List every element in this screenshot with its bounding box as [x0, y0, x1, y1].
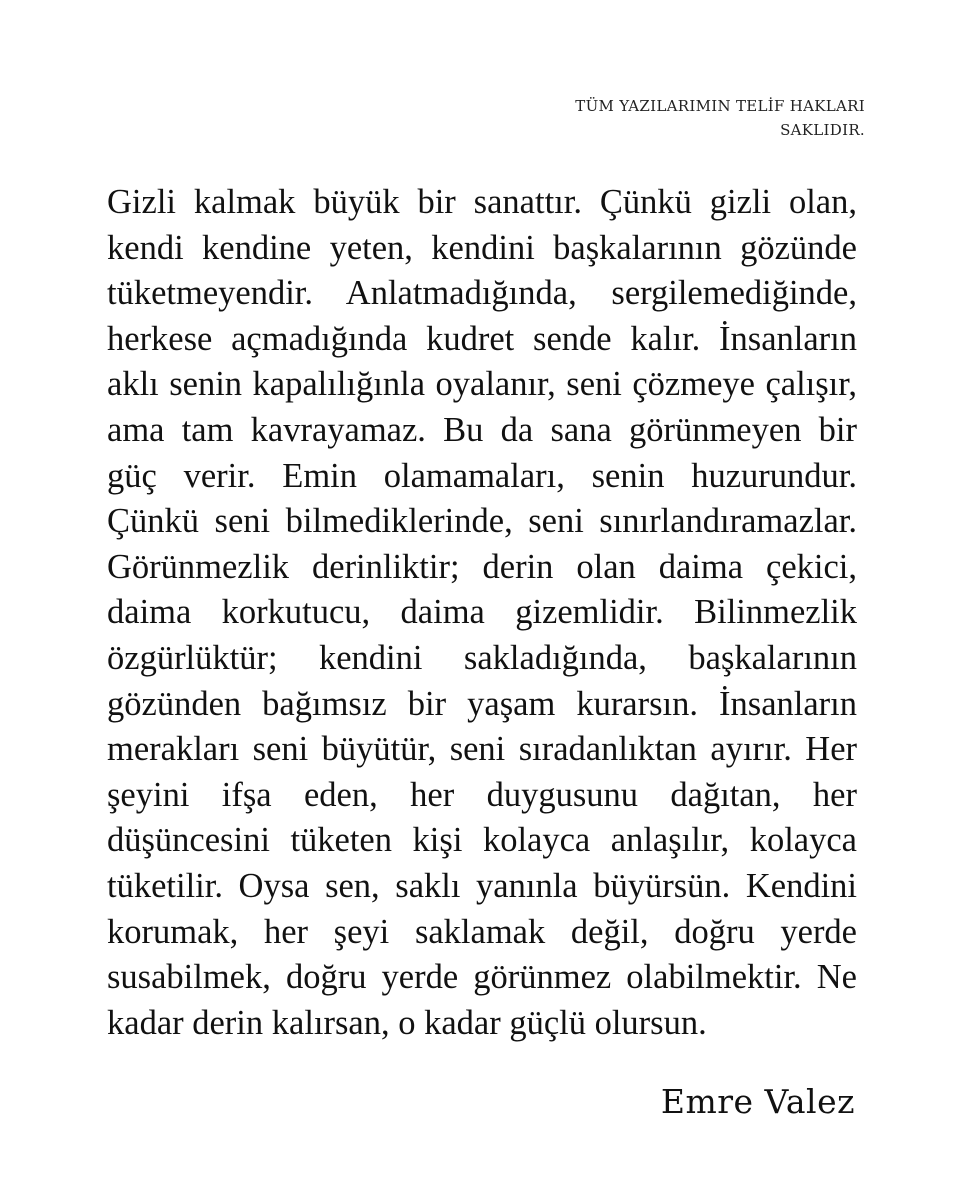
- essay-line: Çünkü seni bilmediklerinde, seni sınırlandıramazlar.: [107, 502, 857, 541]
- essay-line: özgürlüktür; kendini sakladığında, başkalarının: [107, 638, 857, 677]
- essay-line: susabilmek, doğru yerde görünmez olabilmektir. Ne: [107, 958, 857, 997]
- essay-line: düşüncesini tüketen kişi kolayca anlaşılır, kolayca: [107, 821, 857, 860]
- copyright-line-1: TÜM YAZILARIMIN TELİF HAKLARI: [575, 97, 865, 115]
- essay-line: kadar derin kalırsan, o kadar güçlü olursun.: [107, 1003, 707, 1042]
- essay-line: herkese açmadığında kudret sende kalır. İnsanların: [107, 319, 857, 358]
- essay-line: gözünden bağımsız bir yaşam kurarsın. İnsanların: [107, 684, 857, 723]
- copyright-notice: [505, 94, 865, 142]
- essay-line: aklı senin kapalılığınla oyalanır, seni çözmeye çalışır,: [107, 365, 857, 404]
- essay-line: ama tam kavrayamaz. Bu da sana görünmeyen bir: [107, 410, 857, 449]
- essay-line: merakları seni büyütür, seni sıradanlıktan ayırır. Her: [107, 730, 857, 769]
- essay-line: daima korkutucu, daima gizemlidir. Bilinmezlik: [107, 593, 857, 632]
- essay-line: tüketilir. Oysa sen, saklı yanınla büyürsün. Kendini: [107, 866, 857, 905]
- essay-line: güç verir. Emin olamamaları, senin huzurundur.: [107, 456, 857, 495]
- essay-line: Görünmezlik derinliktir; derin olan daima çekici,: [107, 547, 857, 586]
- essay-line: şeyini ifşa eden, her duygusunu dağıtan, her: [107, 775, 857, 814]
- essay-line: Gizli kalmak büyük bir sanattır. Çünkü gizli olan,: [107, 183, 857, 221]
- author-signature: Emre Valez: [660, 1082, 855, 1121]
- copyright-line-2: SAKLIDIR.: [780, 121, 865, 139]
- essay-body: [107, 180, 857, 1046]
- essay-line: tüketmeyendir. Anlatmadığında, sergilemediğinde,: [107, 274, 857, 313]
- essay-line: korumak, her şeyi saklamak değil, doğru yerde: [107, 912, 857, 951]
- essay-line: kendi kendine yeten, kendini başkalarının gözünde: [107, 228, 857, 267]
